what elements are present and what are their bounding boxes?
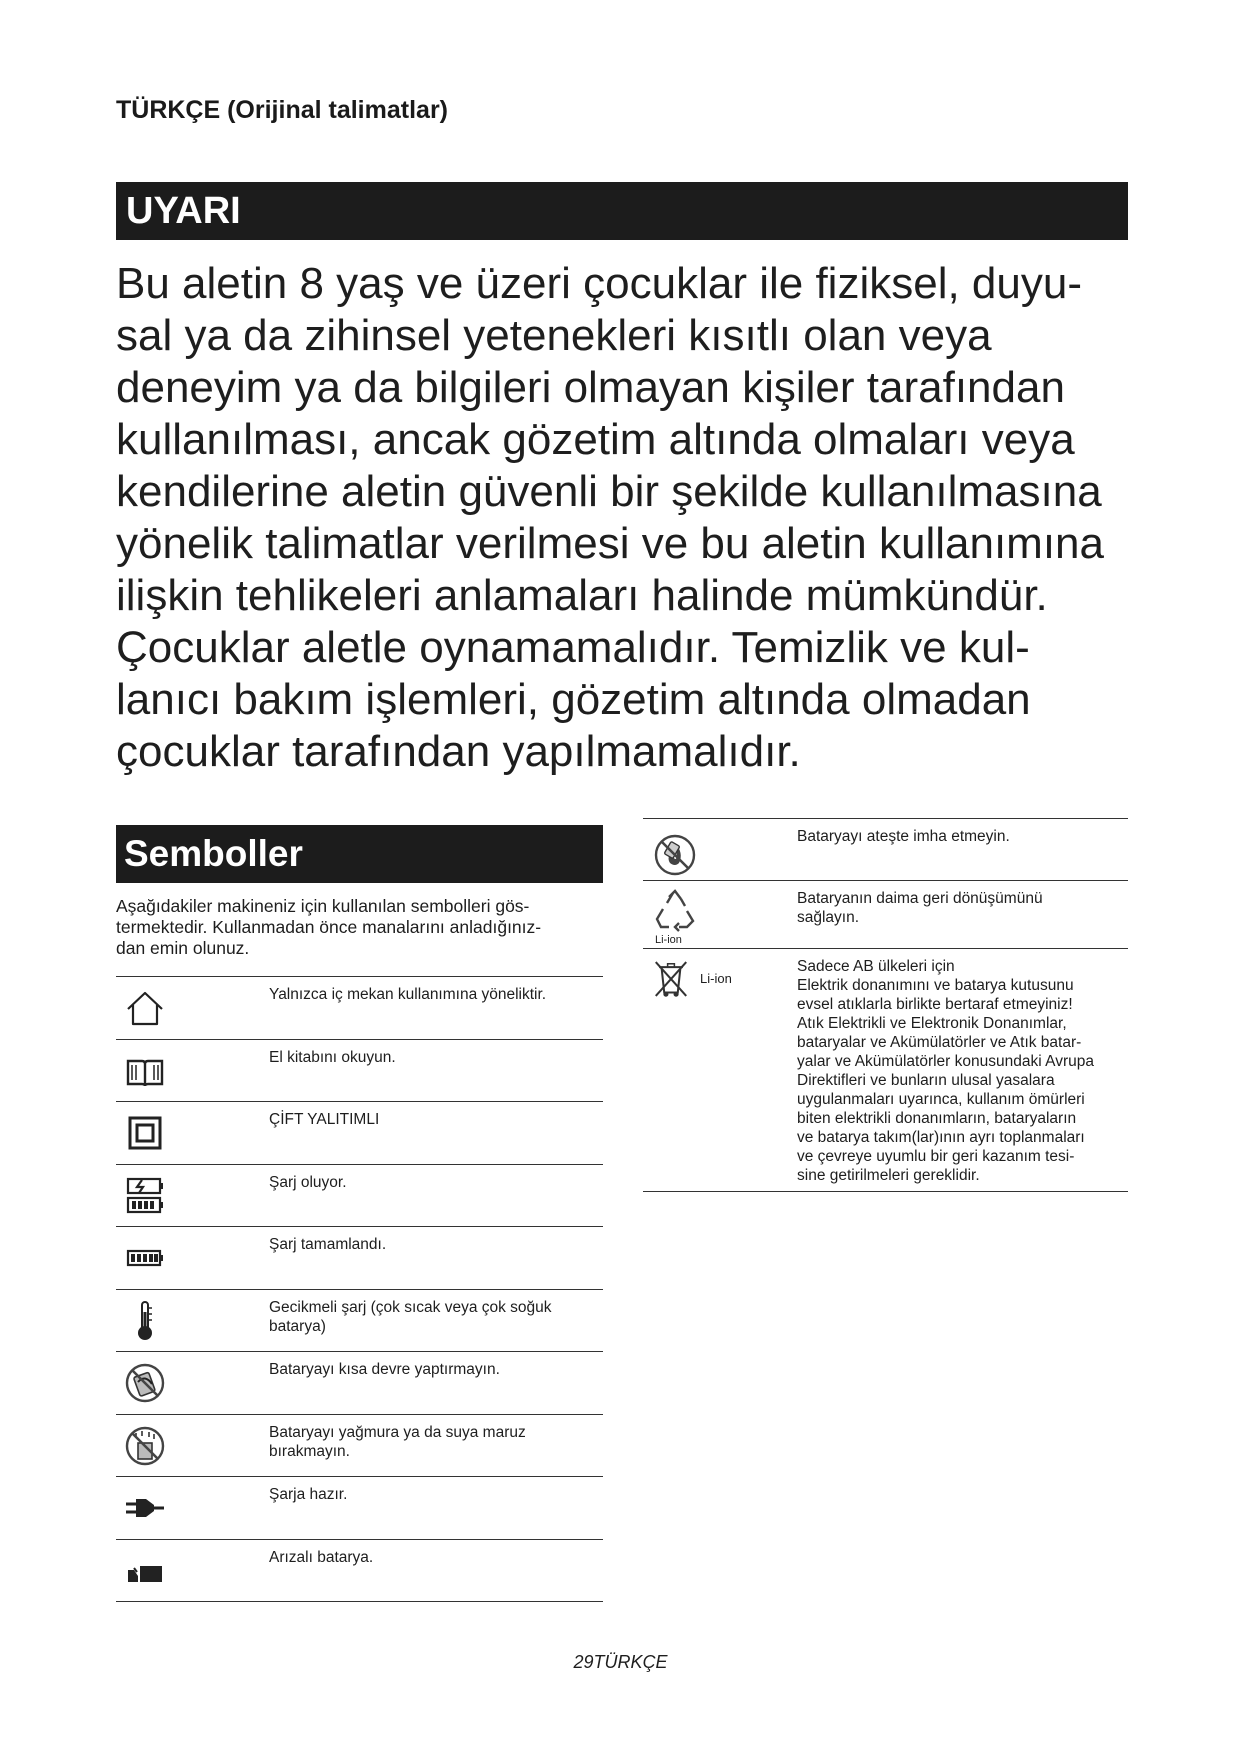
desc-line: Direktifleri ve bunların ulusal yasalara <box>797 1072 1055 1089</box>
desc-line: ve çevreye uyumlu bir geri kazanım tesi- <box>797 1148 1075 1165</box>
symbol-description: El kitabını okuyun. <box>269 1048 396 1066</box>
desc-line: uygulanmaları uyarınca, kullanım ömürleri <box>797 1091 1085 1108</box>
symbol-row <box>116 1477 603 1540</box>
symbol-description: Gecikmeli şarj (çok sıcak veya çok soğuk batarya) <box>269 1298 552 1335</box>
warning-line: yönelik talimatlar verilmesi ve bu aletin kullanımına <box>116 519 1104 568</box>
no-fire-icon <box>649 829 701 881</box>
symbol-description: Bataryayı kısa devre yaptırmayın. <box>269 1361 500 1378</box>
symbol-row <box>116 1540 603 1603</box>
symbol-description <box>797 957 1122 1185</box>
symbols-title: Semboller <box>124 833 303 874</box>
symbol-row <box>116 1040 603 1103</box>
page-footer <box>0 1652 1241 1673</box>
symbol-row <box>116 1290 603 1353</box>
symbol-row <box>116 1415 603 1478</box>
double-insulation-icon <box>124 1112 166 1154</box>
symbol-row <box>116 1165 603 1228</box>
warning-line: sal ya da zihinsel yetenekleri kısıtlı olan veya <box>116 311 992 360</box>
symbols-intro <box>116 896 606 959</box>
symbols-title-bar <box>116 825 603 883</box>
warning-line: kullanılması, ancak gözetim altında olmaları veya <box>116 415 1075 464</box>
symbol-description: Bataryayı ateşte imha etmeyin. <box>797 828 1010 845</box>
desc-line: Elektrik donanımını ve batarya kutusunu <box>797 977 1074 994</box>
battery-full-icon <box>124 1237 166 1279</box>
desc-line: Atık Elektrikli ve Elektronik Donanımlar, <box>797 1015 1067 1032</box>
desc-line: sine getirilmeleri gereklidir. <box>797 1167 980 1184</box>
intro-line: dan emin olunuz. <box>116 938 250 958</box>
page-number: 29 <box>573 1652 594 1672</box>
desc-line: yalar ve Akümülatörler konusundaki Avrupa <box>797 1053 1094 1070</box>
warning-line: ilişkin tehlikeleri anlamaları halinde mümkündür. <box>116 571 1048 620</box>
warning-line: çocuklar tarafından yapılmamalıdır. <box>116 727 801 776</box>
warning-line: lanıcı bakım işlemleri, gözetim altında olmadan <box>116 675 1031 724</box>
li-ion-label: Li-ion <box>700 971 732 986</box>
desc-line: bataryalar ve Akümülatörler ve Atık batar- <box>797 1034 1082 1051</box>
warning-line: kendilerine aletin güvenli bir şekilde kullanılmasına <box>116 467 1102 516</box>
symbol-row <box>116 977 603 1040</box>
symbol-description: Bataryanın daima geri dönüşümünü sağlayın. <box>797 890 1043 926</box>
symbol-description: ÇİFT YALITIMLI <box>269 1111 380 1128</box>
symbol-description: Şarj oluyor. <box>269 1173 347 1191</box>
symbol-description: Yalnızca iç mekan kullanımına yöneliktir. <box>269 986 547 1003</box>
no-short-circuit-icon <box>124 1362 166 1404</box>
book-icon <box>124 1050 166 1092</box>
house-icon <box>124 987 166 1029</box>
intro-line: termektedir. Kullanmadan önce manalarını anladığınız- <box>116 917 542 937</box>
warning-text <box>116 258 1136 778</box>
crossed-bin-icon <box>649 957 693 1001</box>
thermometer-icon <box>124 1300 166 1342</box>
page-header-language: TÜRKÇE (Orijinal talimatlar) <box>116 96 448 124</box>
desc-line: ve batarya takım(lar)ının ayrı toplanmaları <box>797 1129 1085 1146</box>
symbol-description: Şarja hazır. <box>269 1486 348 1503</box>
desc-line: evsel atıklarla birlikte bertaraf etmeyiniz! <box>797 996 1073 1013</box>
desc-line: biten elektrikli donanımların, bataryaların <box>797 1110 1077 1127</box>
symbol-row <box>116 1227 603 1290</box>
desc-line: Sadece AB ülkeleri için <box>797 958 955 975</box>
faulty-battery-icon <box>124 1550 166 1592</box>
warning-line: deneyim ya da bilgileri olmayan kişiler tarafından <box>116 363 1065 412</box>
symbol-row <box>643 949 1128 1192</box>
plug-icon <box>124 1487 166 1529</box>
charging-icon <box>124 1175 166 1217</box>
no-rain-icon <box>124 1425 166 1467</box>
footer-language: TÜRKÇE <box>593 1652 668 1672</box>
symbol-description: Şarj tamamlandı. <box>269 1236 387 1253</box>
warning-title: UYARI <box>126 190 241 232</box>
symbols-table <box>116 976 603 1602</box>
symbol-row <box>116 1102 603 1165</box>
intro-line: Aşağıdakiler makineniz için kullanılan sembolleri gös- <box>116 896 530 916</box>
warning-line: Bu aletin 8 yaş ve üzeri çocuklar ile fiziksel, duyu- <box>116 259 1082 308</box>
symbol-row <box>643 819 1128 881</box>
symbol-description: Arızalı batarya. <box>269 1548 374 1566</box>
disposal-symbols-table <box>643 818 1128 1192</box>
li-ion-label: Li-ion <box>655 934 682 946</box>
recycle-icon <box>649 887 701 939</box>
symbol-row <box>116 1352 603 1415</box>
warning-title-bar <box>116 182 1128 240</box>
symbol-row <box>643 881 1128 949</box>
symbol-description: Bataryayı yağmura ya da suya maruz bırakmayın. <box>269 1423 526 1460</box>
warning-line: Çocuklar aletle oynamamalıdır. Temizlik ve kul- <box>116 623 1030 672</box>
